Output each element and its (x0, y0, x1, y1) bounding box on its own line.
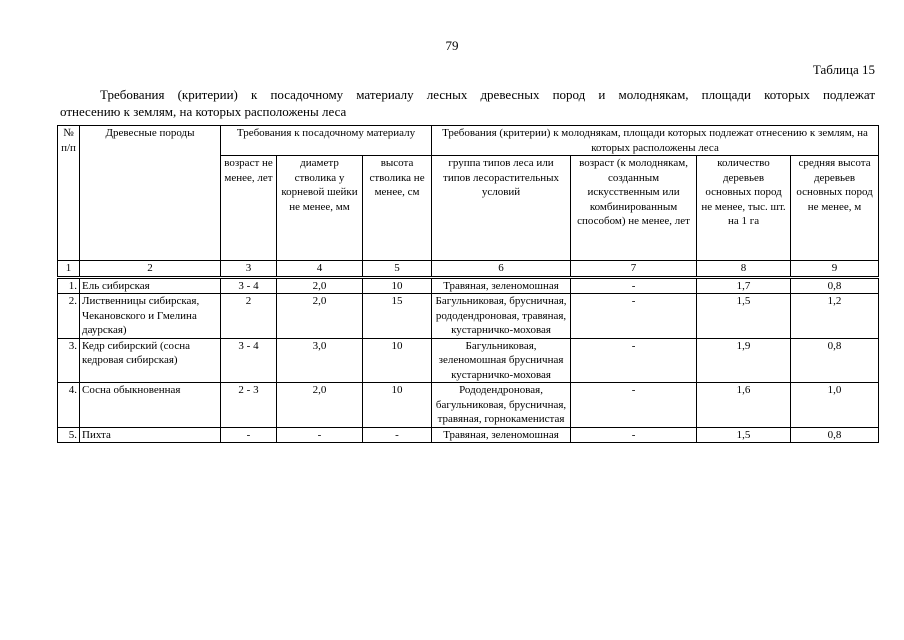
column-number: 5 (363, 261, 432, 278)
heading-line-1: Требования (критерии) к посадочному материалу лесных древесных пород и молоднякам, площади которых подлежат (100, 87, 875, 102)
cell-age: 3 - 4 (221, 338, 277, 383)
cell-height: 15 (363, 294, 432, 339)
cell-age: 2 (221, 294, 277, 339)
header-num: № п/п (58, 126, 80, 261)
cell-tree-count: 1,5 (697, 427, 791, 443)
cell-species: Сосна обыкновенная (80, 383, 221, 428)
heading-line-2: отнесению к землям, на которых расположены леса (60, 104, 347, 119)
header-species: Древесные породы (80, 126, 221, 261)
table-row (58, 277, 879, 294)
table-heading (60, 86, 875, 120)
cell-age: 3 - 4 (221, 277, 277, 294)
header-tree-count: количество деревьев основных пород не менее, тыс. шт. на 1 га (697, 156, 791, 261)
cell-forest-type: Багульниковая, зеленомошная брусничная кустарничко-моховая (432, 338, 571, 383)
cell-num: 2. (58, 294, 80, 339)
column-number: 9 (791, 261, 879, 278)
column-number: 4 (277, 261, 363, 278)
page-number: 79 (445, 38, 459, 53)
header-planting-group: Требования к посадочному материалу (221, 126, 432, 156)
cell-young-age: - (571, 427, 697, 443)
cell-avg-height: 0,8 (791, 338, 879, 383)
cell-num: 5. (58, 427, 80, 443)
table-row (58, 427, 879, 443)
cell-forest-type: Травяная, зеленомошная (432, 277, 571, 294)
column-number: 2 (80, 261, 221, 278)
column-number: 8 (697, 261, 791, 278)
cell-num: 3. (58, 338, 80, 383)
cell-diameter: 2,0 (277, 383, 363, 428)
requirements-table (57, 125, 879, 443)
header-avg-height: средняя высота деревьев основных пород не менее, м (791, 156, 879, 261)
cell-age: 2 - 3 (221, 383, 277, 428)
cell-species: Лиственницы сибирская, Чекановского и Гмелина даурская) (80, 294, 221, 339)
cell-species: Кедр сибирский (сосна кедровая сибирская) (80, 338, 221, 383)
column-number: 3 (221, 261, 277, 278)
table-row (58, 338, 879, 383)
cell-height: 10 (363, 277, 432, 294)
column-number: 6 (432, 261, 571, 278)
column-number: 1 (58, 261, 80, 278)
column-number-row (58, 261, 879, 278)
cell-height: - (363, 427, 432, 443)
header-young-group: Требования (критерии) к молоднякам, площади которых подлежат отнесению к землям, на которых расположены леса (432, 126, 879, 156)
header-diameter: диаметр стволика у корневой шейки не менее, мм (277, 156, 363, 261)
cell-num: 4. (58, 383, 80, 428)
header-young-age: возраст (к молоднякам, созданным искусственным или комбинированным способом) не менее, лет (571, 156, 697, 261)
cell-young-age: - (571, 383, 697, 428)
cell-species: Ель сибирская (80, 277, 221, 294)
header-height: высота стволика не менее, см (363, 156, 432, 261)
cell-height: 10 (363, 338, 432, 383)
cell-tree-count: 1,6 (697, 383, 791, 428)
cell-diameter: - (277, 427, 363, 443)
cell-height: 10 (363, 383, 432, 428)
cell-avg-height: 1,2 (791, 294, 879, 339)
cell-tree-count: 1,7 (697, 277, 791, 294)
cell-diameter: 2,0 (277, 277, 363, 294)
cell-forest-type: Багульниковая, брусничная, рододендроновая, травяная, кустарничко-моховая (432, 294, 571, 339)
cell-young-age: - (571, 277, 697, 294)
cell-forest-type: Рододендроновая, багульниковая, брусничная, травяная, горнокаменистая (432, 383, 571, 428)
cell-age: - (221, 427, 277, 443)
header-age: возраст не менее, лет (221, 156, 277, 261)
cell-tree-count: 1,9 (697, 338, 791, 383)
header-forest-type: группа типов леса или типов лесорастительных условий (432, 156, 571, 261)
cell-young-age: - (571, 338, 697, 383)
cell-tree-count: 1,5 (697, 294, 791, 339)
cell-avg-height: 0,8 (791, 427, 879, 443)
table-row (58, 294, 879, 339)
cell-diameter: 2,0 (277, 294, 363, 339)
table-row (58, 383, 879, 428)
cell-forest-type: Травяная, зеленомошная (432, 427, 571, 443)
cell-avg-height: 0,8 (791, 277, 879, 294)
header-row-1 (58, 126, 879, 156)
table-label: Таблица 15 (812, 62, 875, 77)
cell-avg-height: 1,0 (791, 383, 879, 428)
cell-diameter: 3,0 (277, 338, 363, 383)
cell-num: 1. (58, 277, 80, 294)
cell-young-age: - (571, 294, 697, 339)
cell-species: Пихта (80, 427, 221, 443)
column-number: 7 (571, 261, 697, 278)
